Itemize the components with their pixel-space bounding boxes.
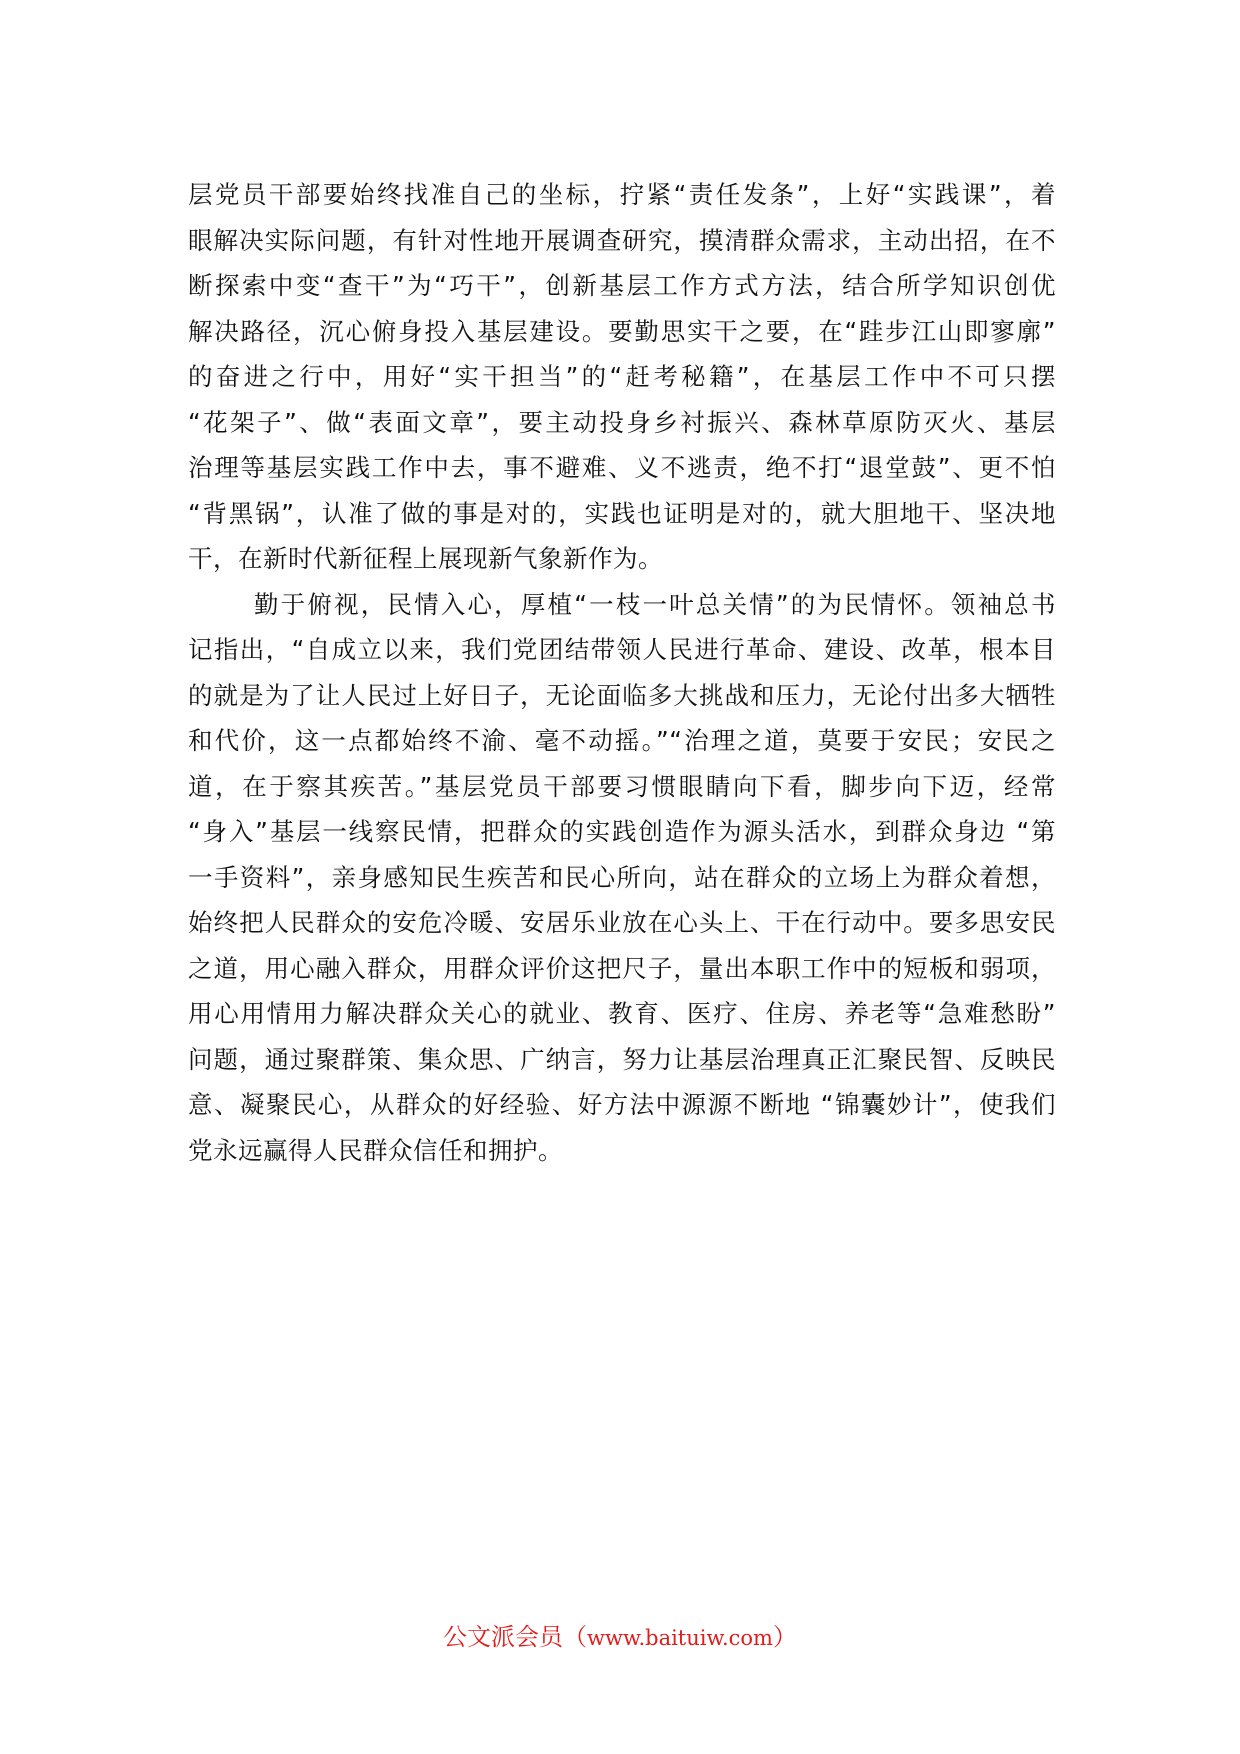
text-line: 道，在于察其疾苦。”基层党员干部要习惯眼睛向下看，脚步向下迈，经常: [188, 771, 1056, 801]
footer-paren-open: （: [563, 1623, 588, 1651]
text-line: 勤于俯视，民情入心，厚植“一枝一叶总关情”的为民情怀。领袖总书: [254, 589, 1056, 619]
text-line: 意、凝聚民心，从群众的好经验、好方法中源源不断地 “锦囊妙计”，使我们: [188, 1090, 1056, 1119]
text-line: 干，在新时代新征程上展现新气象新作为。: [188, 544, 663, 573]
paragraph-1: [188, 172, 1056, 582]
text-line: 问题，通过聚群策、集众思、广纳言，努力让基层治理真正汇聚民智、反映民: [188, 1044, 1056, 1074]
text-line: “花架子”、做“表面文章”，要主动投身乡衬振兴、森林草原防灭火、基层: [188, 407, 1056, 437]
text-line: 党永远赢得人民群众信任和拥护。: [188, 1135, 563, 1165]
text-line: 眼解决实际问题，有针对性地开展调查研究，摸清群众需求，主动出招，在不: [188, 225, 1056, 255]
text-line: 治理等基层实践工作中去，事不避难、义不逃责，绝不打“退堂鼓”、更不怕: [188, 453, 1056, 482]
footer-label: 公文派会员: [443, 1623, 564, 1651]
text-line: 断探索中变“查干”为“巧干”，创新基层工作方式方法，结合所学知识创优: [188, 271, 1056, 300]
text-line: 一手资料”，亲身感知民生疾苦和民心所向，站在群众的立场上为群众着想，: [188, 862, 1056, 892]
text-line: 的奋进之行中，用好“实干担当”的“赶考秘籍”，在基层工作中不可只摆: [188, 362, 1056, 391]
paragraph-2: [188, 582, 1056, 1174]
text-line: “身入”基层一线察民情，把群众的实践创造作为源头活水，到群众身边 “第: [188, 817, 1056, 846]
text-line: 解决路径，沉心俯身投入基层建设。要勤思实干之要，在“跬步江山即寥廓”: [188, 316, 1056, 346]
text-line: 记指出，“自成立以来，我们党团结带领人民进行革命、建设、改革，根本目: [188, 635, 1056, 664]
text-line: 的就是为了让人民过上好日子，无论面临多大挑战和压力，无论付出多大牺牲: [188, 680, 1056, 710]
footer-paren-close: ）: [772, 1623, 797, 1651]
text-line: 始终把人民群众的安危冷暖、安居乐业放在心头上、干在行动中。要多思安民: [188, 908, 1056, 937]
text-line: 层党员干部要始终找准自己的坐标，拧紧“责任发条”，上好“实践课”，着: [188, 180, 1056, 209]
text-line: 用心用情用力解决群众关心的就业、教育、医疗、住房、养老等“急难愁盼”: [188, 999, 1056, 1028]
body-text: [188, 172, 1056, 1173]
text-line: 之道，用心融入群众，用群众评价这把尺子，量出本职工作中的短板和弱项，: [188, 953, 1056, 983]
text-line: 和代价，这一点都始终不渝、毫不动摇。”“治理之道，莫要于安民；安民之: [188, 726, 1056, 755]
footer-url[interactable]: www.baituiw.com: [587, 1626, 773, 1650]
footer-watermark: [0, 1620, 1240, 1655]
text-line: “背黑锅”，认准了做的事是对的，实践也证明是对的，就大胆地干、坚决地: [188, 498, 1056, 528]
